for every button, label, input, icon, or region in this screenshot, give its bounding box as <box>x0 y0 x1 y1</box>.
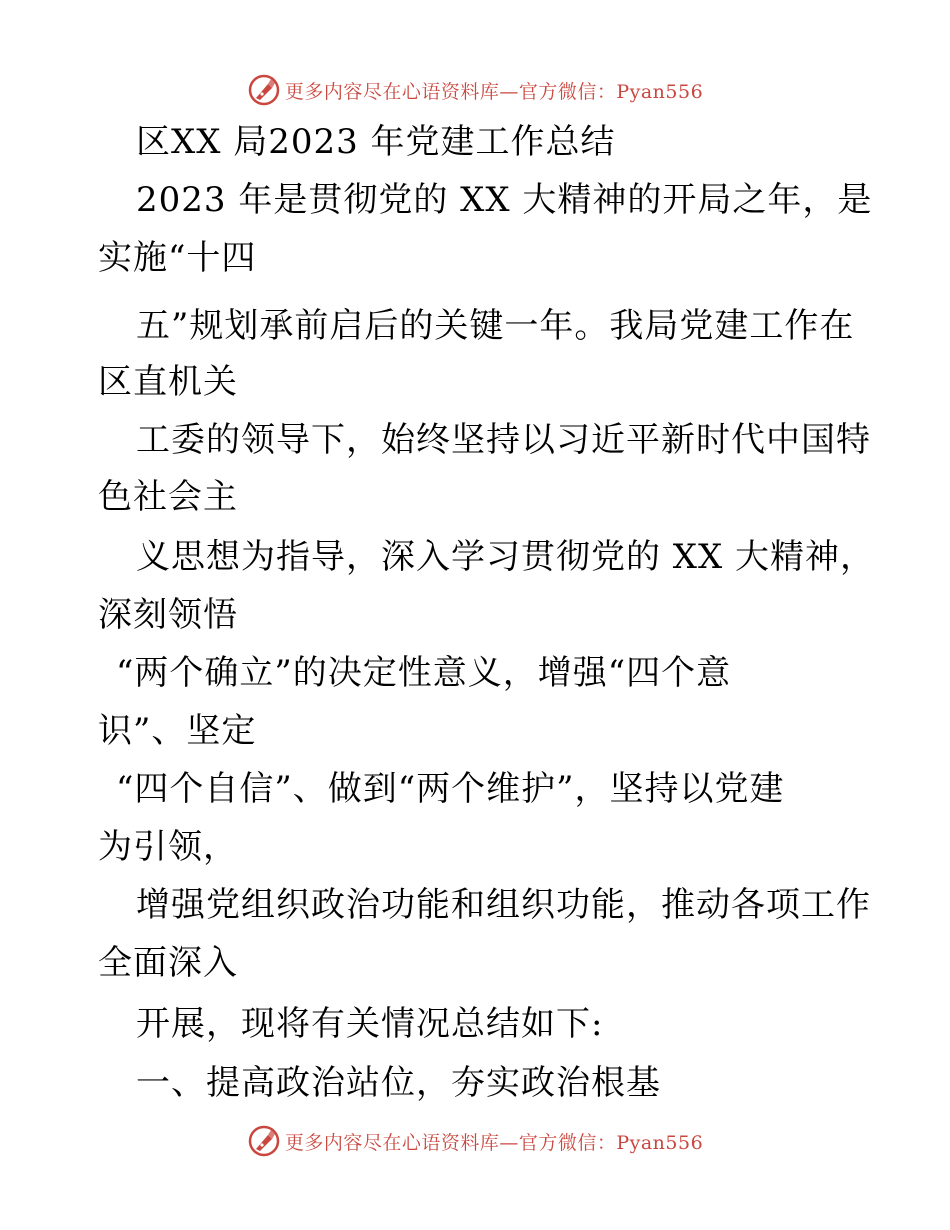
text-line: 五”规划承前启后的关键一年。我局党建工作在 <box>136 306 855 346</box>
watermark-text: 更多内容尽在心语资料库—官方微信：Pyan556 <box>284 80 704 103</box>
text-line: “四个自信”、做到“两个维护”，坚持以党建 <box>116 769 785 809</box>
text-line: “两个确立”的决定性意义，增强“四个意 <box>116 653 732 693</box>
watermark-banner-top <box>0 70 950 110</box>
text-line: 识”、坚定 <box>98 711 257 751</box>
text-line: 区直机关 <box>98 362 238 402</box>
text-line: 增强党组织政治功能和组织功能，推动各项工作 <box>136 885 871 925</box>
text-line: 色社会主 <box>98 477 238 517</box>
section-heading: 一、提高政治站位，夯实政治根基 <box>136 1063 661 1103</box>
text-line: 实施“十四 <box>98 238 257 278</box>
text-line: 工委的领导下，始终坚持以习近平新时代中国特 <box>136 420 871 460</box>
watermark-text: 更多内容尽在心语资料库—官方微信：Pyan556 <box>284 1131 704 1154</box>
pen-nib-logo-icon <box>247 73 281 107</box>
text-line: 开展，现将有关情况总结如下: <box>136 1004 604 1044</box>
text-line: 全面深入 <box>98 943 238 983</box>
text-line: 深刻领悟 <box>98 595 238 635</box>
text-line: 2023 年是贯彻党的 XX 大精神的开局之年，是 <box>136 180 873 220</box>
watermark-banner-bottom <box>0 1121 950 1161</box>
pen-nib-logo-icon <box>247 1124 281 1158</box>
text-line: 义思想为指导，深入学习贯彻党的 XX 大精神， <box>136 537 876 577</box>
text-line: 为引领， <box>98 827 238 867</box>
document-title: 区XX 局2023 年党建工作总结 <box>136 122 616 162</box>
